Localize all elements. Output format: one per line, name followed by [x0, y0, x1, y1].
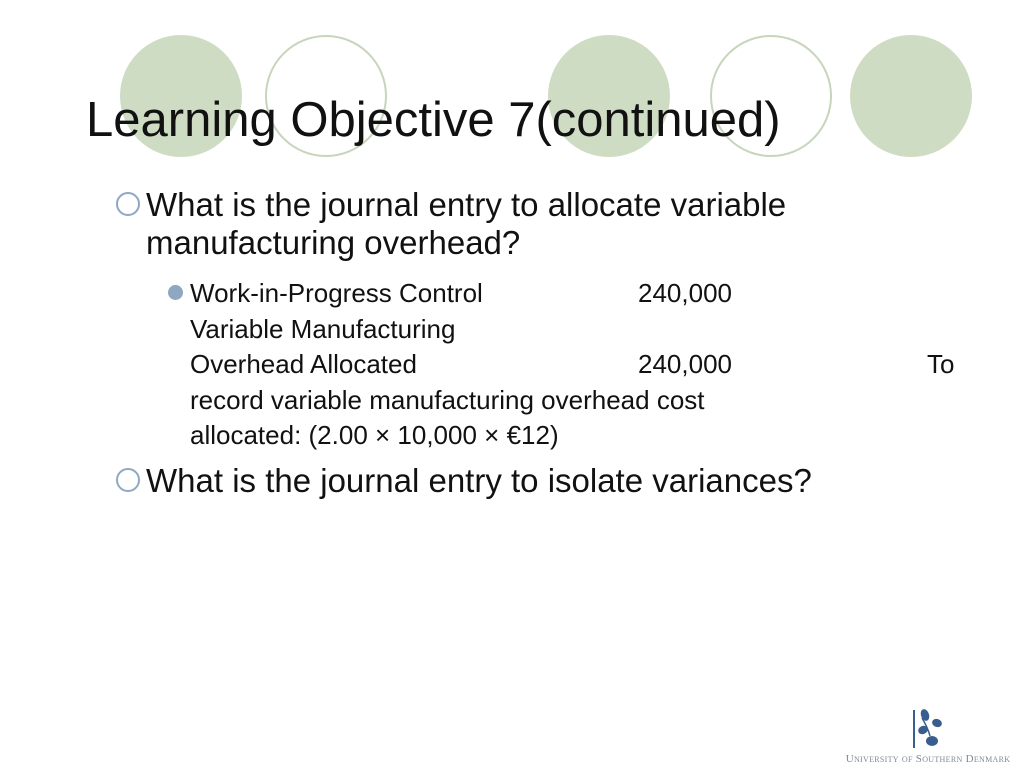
memo-text-1: record variable manufacturing overhead cost	[190, 384, 705, 415]
filled-circle-bullet-icon	[168, 285, 183, 300]
bullet-item	[116, 462, 916, 500]
memo-line-1	[190, 383, 968, 419]
credit-amount: 240,000	[638, 349, 732, 379]
journal-line-debit	[190, 276, 968, 312]
memo-line-2	[190, 418, 968, 454]
slide-title: Learning Objective 7(continued)	[86, 93, 781, 147]
memo-text-2: allocated: (2.00 × 10,000 × €12)	[190, 420, 559, 450]
debit-account: Work-in-Progress Control	[190, 278, 483, 308]
bullet-text: What is the journal entry to allocate variable manufacturing overhead?	[146, 186, 787, 261]
credit-account-line2: Overhead Allocated	[190, 349, 417, 379]
journal-line-credit-2	[190, 347, 968, 383]
bullet-text: What is the journal entry to isolate variances?	[146, 462, 812, 499]
journal-entry	[168, 276, 968, 454]
debit-amount: 240,000	[638, 278, 732, 308]
bullet-item	[116, 186, 916, 262]
university-name: University of Southern Denmark	[845, 753, 1011, 765]
journal-line-credit-1	[190, 312, 968, 348]
memo-word: To	[927, 349, 955, 379]
credit-account-line1: Variable Manufacturing	[190, 313, 456, 344]
university-logo	[838, 706, 1018, 766]
leaf-sprig-icon	[912, 706, 952, 750]
hollow-circle-bullet-icon	[116, 468, 140, 492]
hollow-circle-bullet-icon	[116, 192, 140, 216]
decor-circle-filled	[850, 35, 972, 157]
